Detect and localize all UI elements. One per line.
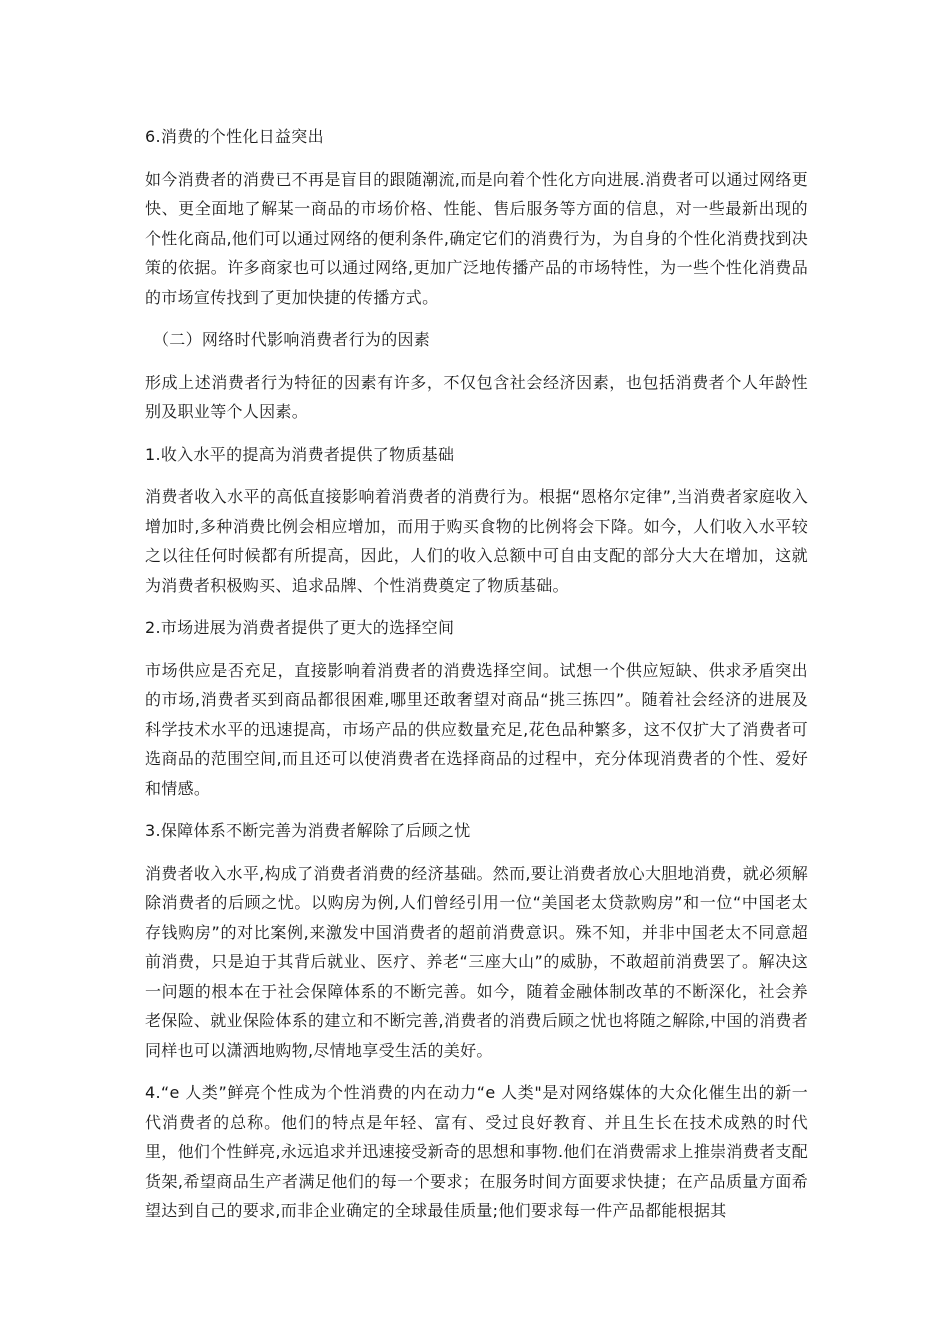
paragraph-personalized-consumption: 如今消费者的消费已不再是盲目的跟随潮流,而是向着个性化方向进展.消费者可以通过网络更快、更全面地了解某一商品的市场价格、性能、售后服务等方面的信息，对一些最新出现的个性化商品,他们可以通过网络的便利条件,确定它们的消费行为，为自身的个性化消费找到决策的依据。许多商家也可以通过网络,更加广泛地传播产品的市场特性，为一些个性化消费品的市场宣传找到了更加快捷的传播方式。 (145, 169, 808, 307)
section-heading-6: 6.消费的个性化日益突出 (145, 127, 324, 146)
paragraph-factors-intro: 形成上述消费者行为特征的因素有许多，不仅包含社会经济因素，也包括消费者个人年龄性别及职业等个人因素。 (145, 372, 808, 421)
section-heading-2: 2.市场进展为消费者提供了更大的选择空间 (145, 618, 455, 637)
paragraph-e-generation: 4.“e 人类”鲜亮个性成为个性消费的内在动力“e 人类"是对网络媒体的大众化催生出的新一代消费者的总称。他们的特点是年轻、富有、受过良好教育、并且生长在技术成熟的时代里，他们个性鲜亮,永远追求并迅速接受新奇的思想和事物.他们在消费需求上推崇消费者支配货架,希望商品生产者满足他们的每一个要求；在服务时间方面要求快捷；在产品质量方面希望达到自己的要求,而非企业确定的全球最佳质量;他们要求每一件产品都能根据其 (145, 1083, 808, 1220)
section-heading-3: 3.保障体系不断完善为消费者解除了后顾之忧 (145, 821, 471, 840)
subsection-heading-factors: （二）网络时代影响消费者行为的因素 (153, 330, 431, 349)
paragraph-security-system: 消费者收入水平,构成了消费者消费的经济基础。然而,要让消费者放心大胆地消费，就必须解除消费者的后顾之忧。以购房为例,人们曾经引用一位“美国老太贷款购房”和一位“中国老太存钱购房”的对比案例,来激发中国消费者的超前消费意识。殊不知，并非中国老太不同意超前消费，只是迫于其背后就业、医疗、养老“三座大山”的威胁，不敢超前消费罢了。解决这一问题的根本在于社会保障体系的不断完善。如今，随着金融体制改革的不断深化，社会养老保险、就业保险体系的建立和不断完善,消费者的消费后顾之忧也将随之解除,中国的消费者同样也可以潇洒地购物,尽情地享受生活的美好。 (145, 863, 808, 1060)
paragraph-income-level: 消费者收入水平的高低直接影响着消费者的消费行为。根据“恩格尔定律”,当消费者家庭收入增加时,多种消费比例会相应增加，而用于购买食物的比例将会下降。如今，人们收入水平较之以往任何时候都有所提高，因此，人们的收入总额中可自由支配的部分大大在增加，这就为消费者积极购买、追求品牌、个性消费奠定了物质基础。 (145, 487, 808, 595)
section-heading-1: 1.收入水平的提高为消费者提供了物质基础 (145, 444, 455, 464)
paragraph-market-development: 市场供应是否充足，直接影响着消费者的消费选择空间。试想一个供应短缺、供求矛盾突出的市场,消费者买到商品都很困难,哪里还敢奢望对商品“挑三拣四”。随着社会经济的进展及科学技术水平的迅速提高，市场产品的供应数量充足,花色品种繁多，这不仅扩大了消费者可选商品的范围空间,而且还可以使消费者在选择商品的过程中，充分体现消费者的个性、爱好和情感。 (145, 660, 808, 798)
document-body (145, 122, 808, 1239)
